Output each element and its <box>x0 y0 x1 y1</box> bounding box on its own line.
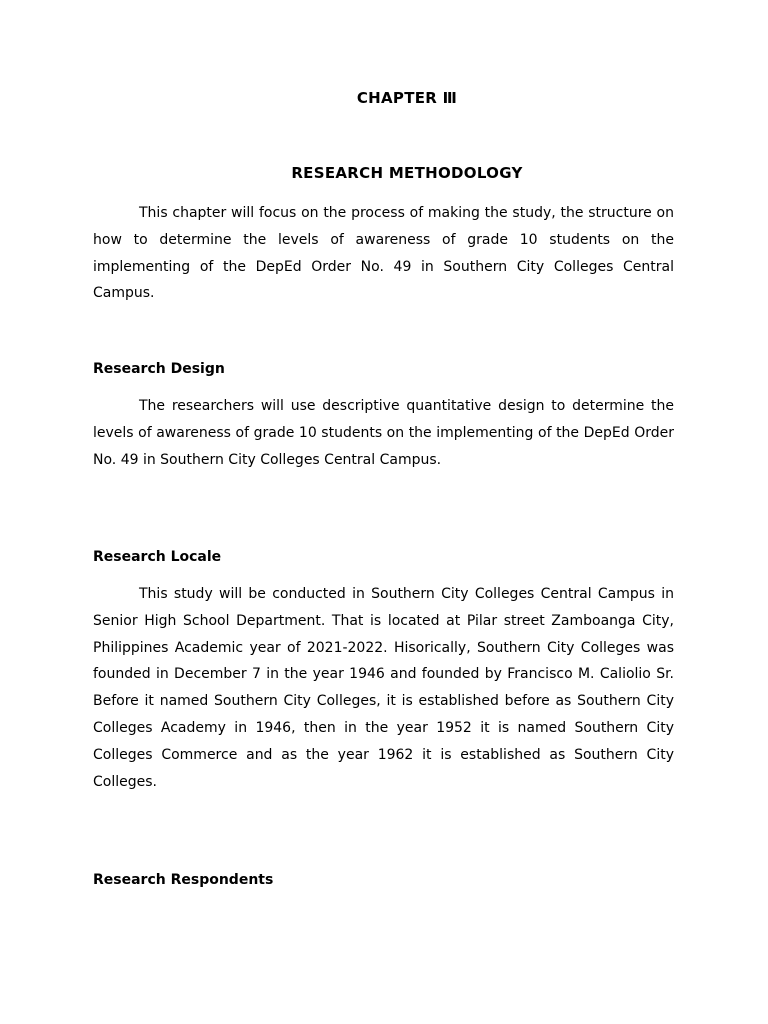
chapter-title: CHAPTER Ⅲ <box>356 89 458 107</box>
section-body-research-locale: This study will be conducted in Southern City Colleges Central Campus in Senior High School Department. That is located at Pilar street Zamboanga City, Philippines Academic year of 2021-2022. Hisorically, Southern City Colleges was founded in December 7 in the year 1946 and founded by Francisco M. Caliolio Sr. Before it named Southern City Colleges, it is established before as Southern City Colleges Academy in 1946, then in the year 1952 it is named Southern City Colleges Commerce and as the year 1962 it is established as Southern City Colleges. <box>93 586 674 790</box>
section-heading-research-design: Research Design <box>93 361 225 377</box>
section-body-research-design: The researchers will use descriptive quantitative design to determine the levels of awareness of grade 10 students on the implementing of the DepEd Order No. 49 in Southern City Colleges Central Campus. <box>93 398 674 468</box>
page-title: RESEARCH METHODOLOGY <box>291 164 523 182</box>
section-heading-research-locale: Research Locale <box>93 549 222 565</box>
section-heading-research-respondents: Research Respondents <box>93 872 274 888</box>
intro-paragraph: This chapter will focus on the process of making the study, the structure on how to determine the levels of awareness of grade 10 students on the implementing of the DepEd Order No. 49 in Southern City Colleges Central Campus. <box>93 205 674 302</box>
